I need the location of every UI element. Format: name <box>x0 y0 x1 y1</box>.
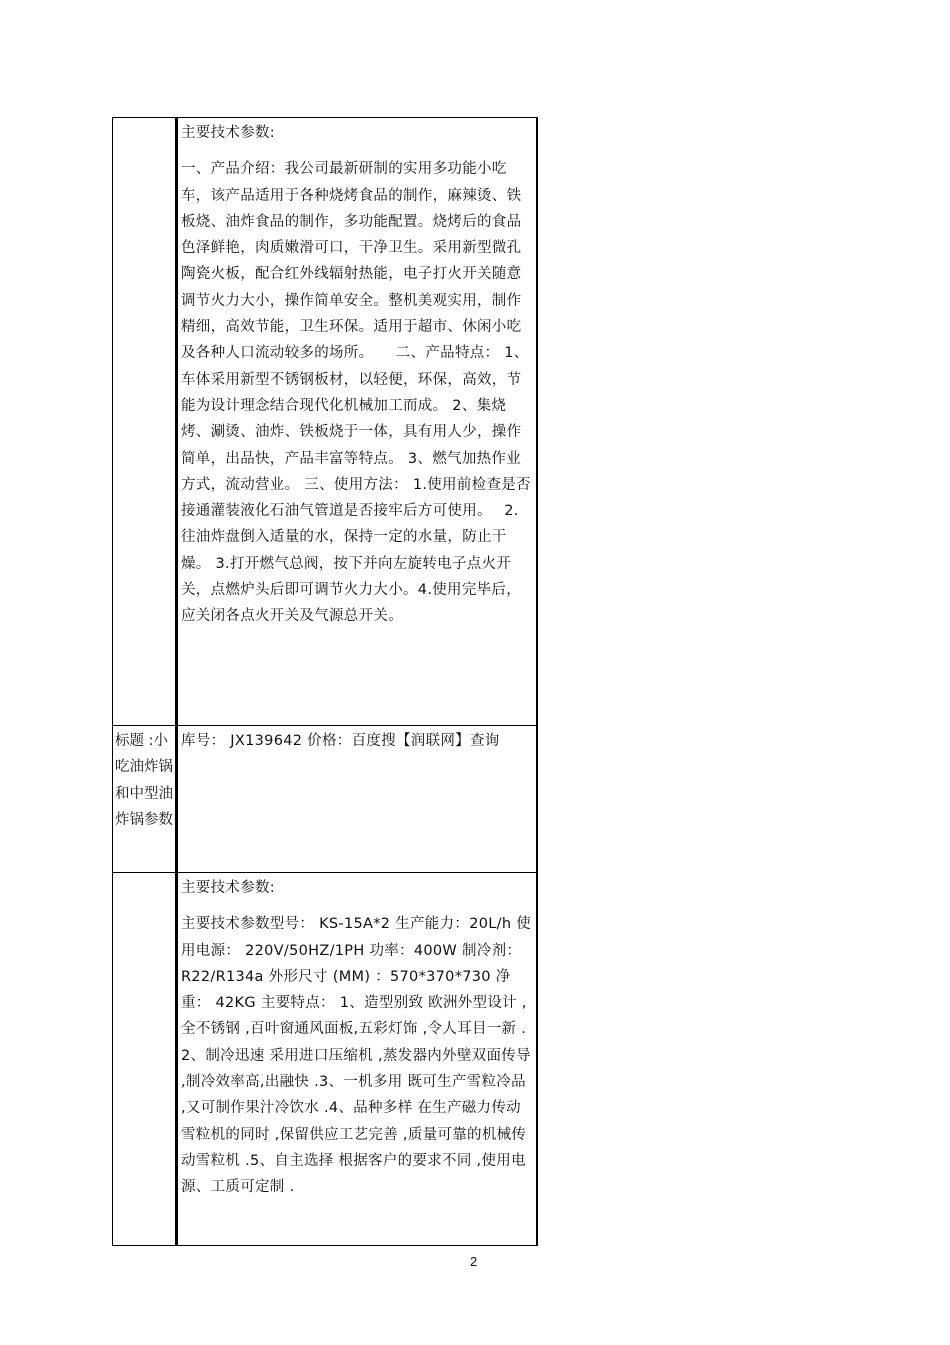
row3-body: 主要技术参数型号： KS-15A*2 生产能力：20L/h 使用电源： 220V/50HZ/1PH 功率：400W 制冷剂： R22/R134a 外形尺寸 (MM) ：570*370*730 净重： 42KG 主要特点： 1、造型别致 欧洲外型设计 ,全不锈钢 ,百叶窗通风面板,五彩灯饰 ,令人耳目一新 .2、制冷迅速 采用进口压缩机 ,蒸发器内外壁双面传导 ,制冷效率高,出融快 .3、一机多用 既可生产雪粒冷品 ,又可制作果汁冷饮水 .4、品种多样 在生产磁力传动雪粒机的同时 ,保留供应工艺完善 ,质量可靠的机械传动雪粒机 .5、自主选择 根据客户的要求不同 ,使用电源、工质可定制 . <box>181 916 532 1196</box>
row2-catalog-info: 库号： JX139642 价格：百度搜【润联网】查询 <box>181 733 500 749</box>
row1-body: 一、产品介绍：我公司最新研制的实用多功能小吃车，该产品适用于各种烧烤食品的制作，麻辣烫、铁板烧、油炸食品的制作，多功能配置。烧烤后的食品色泽鲜艳，肉质嫩滑可口，干净卫生。采用新型微孔陶瓷火板，配合红外线辐射热能，电子打火开关随意调节火力大小，操作简单安全。整机美观实用，制作精细，高效节能，卫生环保。适用于超市、休闲小吃及各种人口流动较多的场所。 二、产品特点： 1、车体采用新型不锈钢板材，以轻便，环保，高效，节能为设计理念结合现代化机械加工而成。 2、集烧烤、涮烫、油炸、铁板烧于一体，具有用人少，操作简单，出品快，产品丰富等特点。 3、燃气加热作业方式，流动营业。 三、使用方法： 1.使用前检查是否接通灌装液化石油气管道是否接牢后方可使用。 2.往油炸盘倒入适量的水，保持一定的水量，防止干燥。 3.打开燃气总阀，按下并向左旋转电子点火开关，点燃炉头后即可调节火力大小。4.使用完毕后，应关闭各点火开关及气源总开关。 <box>181 161 531 625</box>
row2-left-cell <box>113 726 177 873</box>
row1-right-cell <box>177 118 538 726</box>
spec-table <box>112 117 538 1246</box>
row1-left-cell <box>113 118 177 726</box>
page-number: 2 <box>470 1254 478 1269</box>
row1-heading: 主要技术参数: <box>181 125 275 141</box>
table-row <box>113 726 538 873</box>
row3-left-text <box>113 873 175 875</box>
row1-content <box>178 118 536 630</box>
row3-heading: 主要技术参数: <box>181 880 275 896</box>
row1-left-text <box>113 118 175 120</box>
table-row <box>113 118 538 726</box>
row2-title: 标题 :小吃油炸锅和中型油炸锅参数 <box>115 733 173 828</box>
row2-right-cell <box>177 726 538 873</box>
row3-right-cell <box>177 873 538 1246</box>
table-row <box>113 873 538 1246</box>
row3-left-cell <box>113 873 177 1246</box>
row3-content <box>178 873 536 1201</box>
